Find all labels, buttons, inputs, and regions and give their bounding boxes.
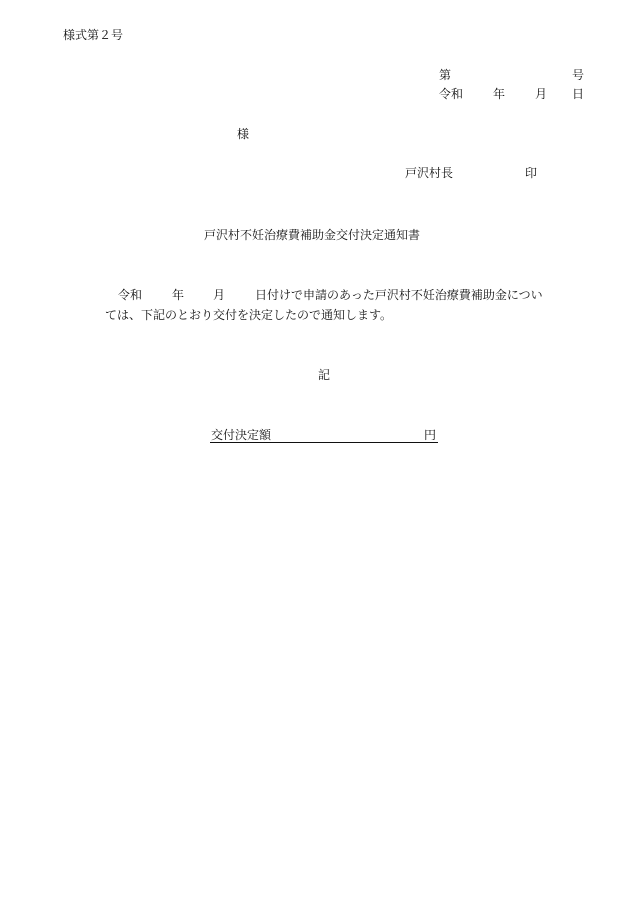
issuer-title: 戸沢村長 <box>405 166 454 180</box>
issue-date-month: 月 <box>535 87 548 101</box>
body-line1-era: 令和 <box>118 288 143 302</box>
issue-date-year: 年 <box>493 87 506 101</box>
body-line1-text: 日付けで申請のあった戸沢村不妊治療費補助金につい <box>255 288 543 302</box>
document-number-suffix: 号 <box>572 68 585 82</box>
ki-heading: 記 <box>318 368 331 382</box>
issue-date-era: 令和 <box>439 87 464 101</box>
body-line1-month: 月 <box>213 288 226 302</box>
grant-amount-label: 交付決定額 <box>211 428 272 442</box>
body-line2: ては、下記のとおり交付を決定したので通知します。 <box>105 308 393 322</box>
document-number-prefix: 第 <box>439 68 452 82</box>
issuer-seal: 印 <box>525 166 538 180</box>
grant-amount-underline <box>210 442 438 443</box>
addressee-honorific: 様 <box>237 127 250 141</box>
document-title: 戸沢村不妊治療費補助金交付決定通知書 <box>204 228 421 242</box>
body-line1-year: 年 <box>172 288 185 302</box>
grant-amount-unit: 円 <box>424 428 437 442</box>
issue-date-day: 日 <box>572 87 585 101</box>
form-label: 様式第２号 <box>63 28 124 42</box>
